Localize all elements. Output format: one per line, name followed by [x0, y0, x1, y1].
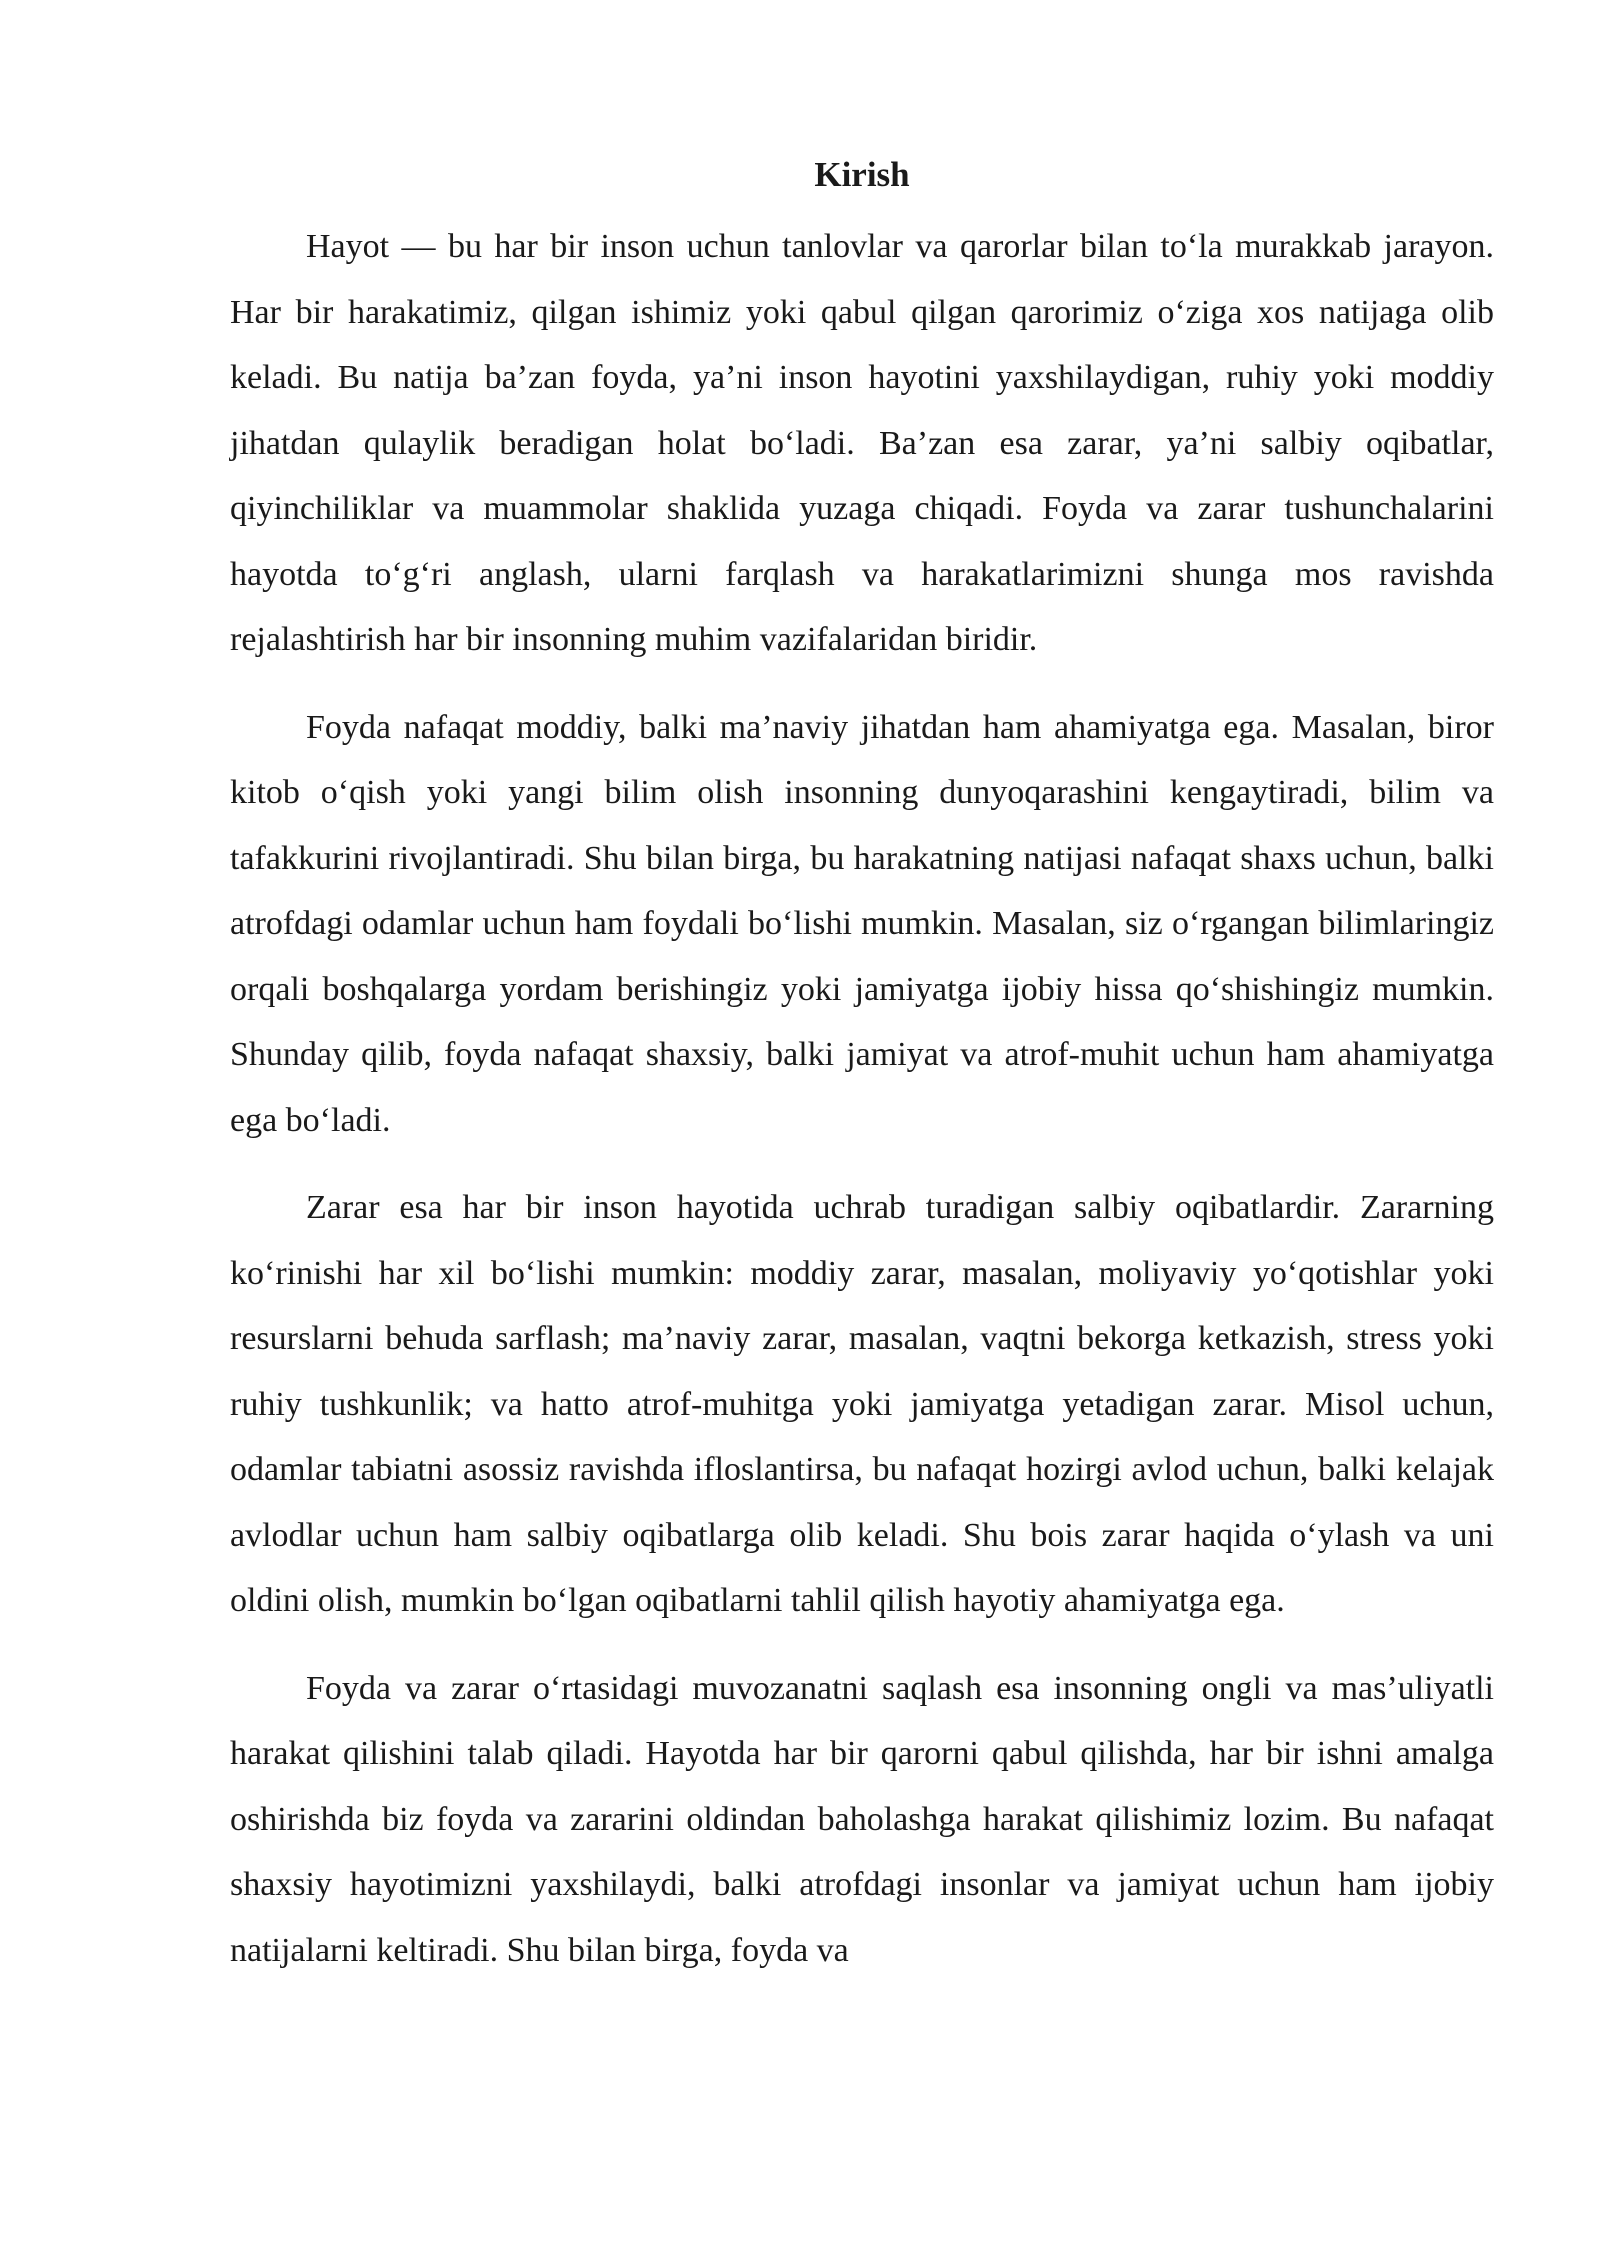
- paragraph: Zarar esa har bir inson hayotida uchrab turadigan salbiy oqibatlardir. Zararning ko‘rinishi har xil bo‘lishi mumkin: moddiy zarar, masalan, moliyaviy yo‘qotishlar yoki resurslarni behuda sarflash; ma’naviy zarar, masalan, vaqtni bekorga ketkazish, stress yoki ruhiy tushkunlik; va hatto atrof-muhitga yoki jamiyatga yetadigan zarar. Misol uchun, odamlar tabiatni asossiz ravishda ifloslantirsa, bu nafaqat hozirgi avlod uchun, balki kelajak avlodlar uchun ham salbiy oqibatlarga olib keladi. Shu bois zarar haqida o‘ylash va uni oldini olish, mumkin bo‘lgan oqibatlarni tahlil qilish hayotiy ahamiyatga ega.: [230, 1189, 1494, 1619]
- document-body: [230, 148, 1494, 2005]
- paragraph: Foyda nafaqat moddiy, balki ma’naviy jihatdan ham ahamiyatga ega. Masalan, biror kitob o‘qish yoki yangi bilim olish insonning dunyoqarashini kengaytiradi, bilim va tafakkurini rivojlantiradi. Shu bilan birga, bu harakatning natijasi nafaqat shaxs uchun, balki atrofdagi odamlar uchun ham foydali bo‘lishi mumkin. Masalan, siz o‘rgangan bilimlaringiz orqali boshqalarga yordam berishingiz yoki jamiyatga ijobiy hissa qo‘shishingiz mumkin. Shunday qilib, foyda nafaqat shaxsiy, balki jamiyat va atrof-muhit uchun ham ahamiyatga ega bo‘ladi.: [230, 708, 1494, 1139]
- document-title: Kirish: [814, 155, 910, 194]
- paragraph: Foyda va zarar o‘rtasidagi muvozanatni saqlash esa insonning ongli va mas’uliyatli harakat qilishini talab qiladi. Hayotda har bir qarorni qabul qilishda, har bir ishni amalga oshirishda biz foyda va zararini oldindan baholashga harakat qilishimiz lozim. Bu nafaqat shaxsiy hayotimizni yaxshilaydi, balki atrofdagi insonlar va jamiyat uchun ham ijobiy natijalarni keltiradi. Shu bilan birga, foyda va: [230, 1669, 1494, 1969]
- paragraph: Hayot — bu har bir inson uchun tanlovlar va qarorlar bilan to‘la murakkab jarayon. Har bir harakatimiz, qilgan ishimiz yoki qabul qilgan qarorimiz o‘ziga xos natijaga olib keladi. Bu natija ba’zan foyda, ya’ni inson hayotini yaxshilaydigan, ruhiy yoki moddiy jihatdan qulaylik beradigan holat bo‘ladi. Ba’zan esa zarar, ya’ni salbiy oqibatlar, qiyinchiliklar va muammolar shaklida yuzaga chiqadi. Foyda va zarar tushunchalarini hayotda to‘g‘ri anglash, ularni farqlash va harakatlarimizni shunga mos ravishda rejalashtirish har bir insonning muhim vazifalaridan biridir.: [230, 228, 1494, 658]
